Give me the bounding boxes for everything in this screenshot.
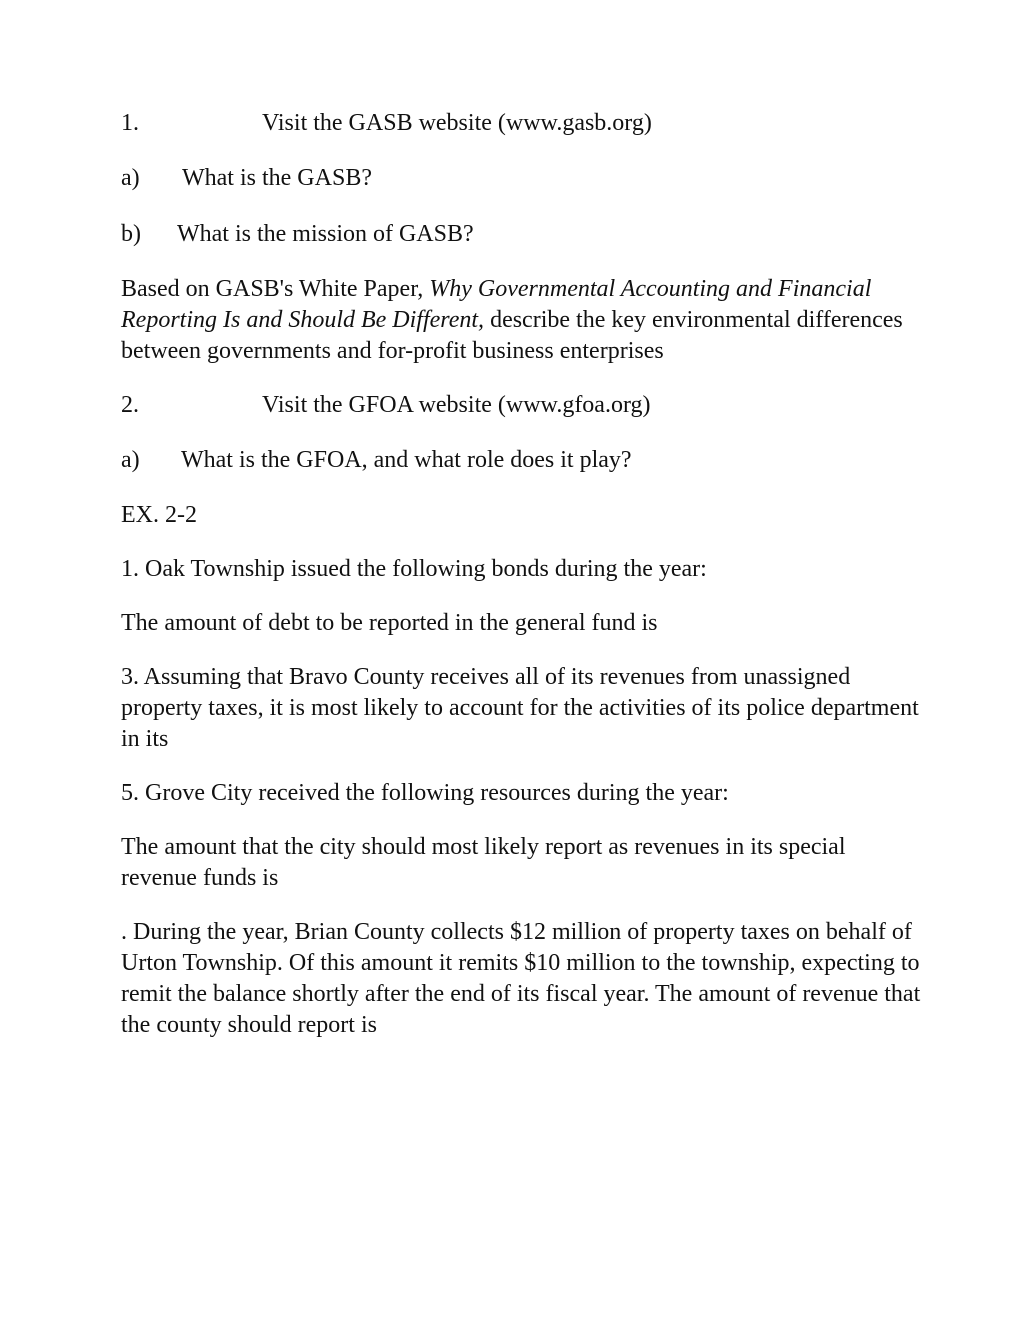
question-1b-label: b) [121,221,141,247]
question-1a-text: What is the GASB? [182,165,372,191]
question-1-text: Visit the GASB website (www.gasb.org) [262,110,652,136]
question-1a-label: a) [121,165,140,191]
item-1: 1. Oak Township issued the following bonds during the year: [121,556,707,582]
item-brian-county: . During the year, Brian County collects $12 million of property taxes on behalf of Urton Township. Of this amount it remits $10 million to the township, expecting to remit the balance shortly after the end of its fiscal year. The amount of revenue that the county should report is [121,919,921,1038]
item-5-followup: The amount that the city should most likely report as revenues in its special revenue funds is [121,834,846,891]
exercise-heading: EX. 2-2 [121,502,197,528]
question-1b [121,219,921,250]
question-2a-label: a) [121,447,140,473]
white-paper-question [121,274,921,367]
question-1b-text: What is the mission of GASB? [177,221,474,247]
question-2-heading [121,390,921,421]
white-paper-title: Why Governmental Accounting and Financial Reporting Is and Should Be Different, [121,276,872,333]
question-2-number: 2. [121,392,139,418]
question-2a [121,445,921,476]
question-1a [121,163,921,194]
document-page [121,108,921,1041]
question-2a-text: What is the GFOA, and what role does it play? [181,447,632,473]
question-1-number: 1. [121,110,139,136]
item-5: 5. Grove City received the following resources during the year: [121,780,729,806]
question-2-text: Visit the GFOA website (www.gfoa.org) [262,392,651,418]
white-paper-lead: Based on GASB's White Paper, [121,276,430,302]
question-1-heading [121,108,921,139]
white-paper-rest: describe the key environmental differences between governments and for-profit business enterprises [121,307,903,364]
item-3: 3. Assuming that Bravo County receives all of its revenues from unassigned property taxes, it is most likely to account for the activities of its police department in its [121,664,919,752]
item-1-followup: The amount of debt to be reported in the general fund is [121,610,658,636]
